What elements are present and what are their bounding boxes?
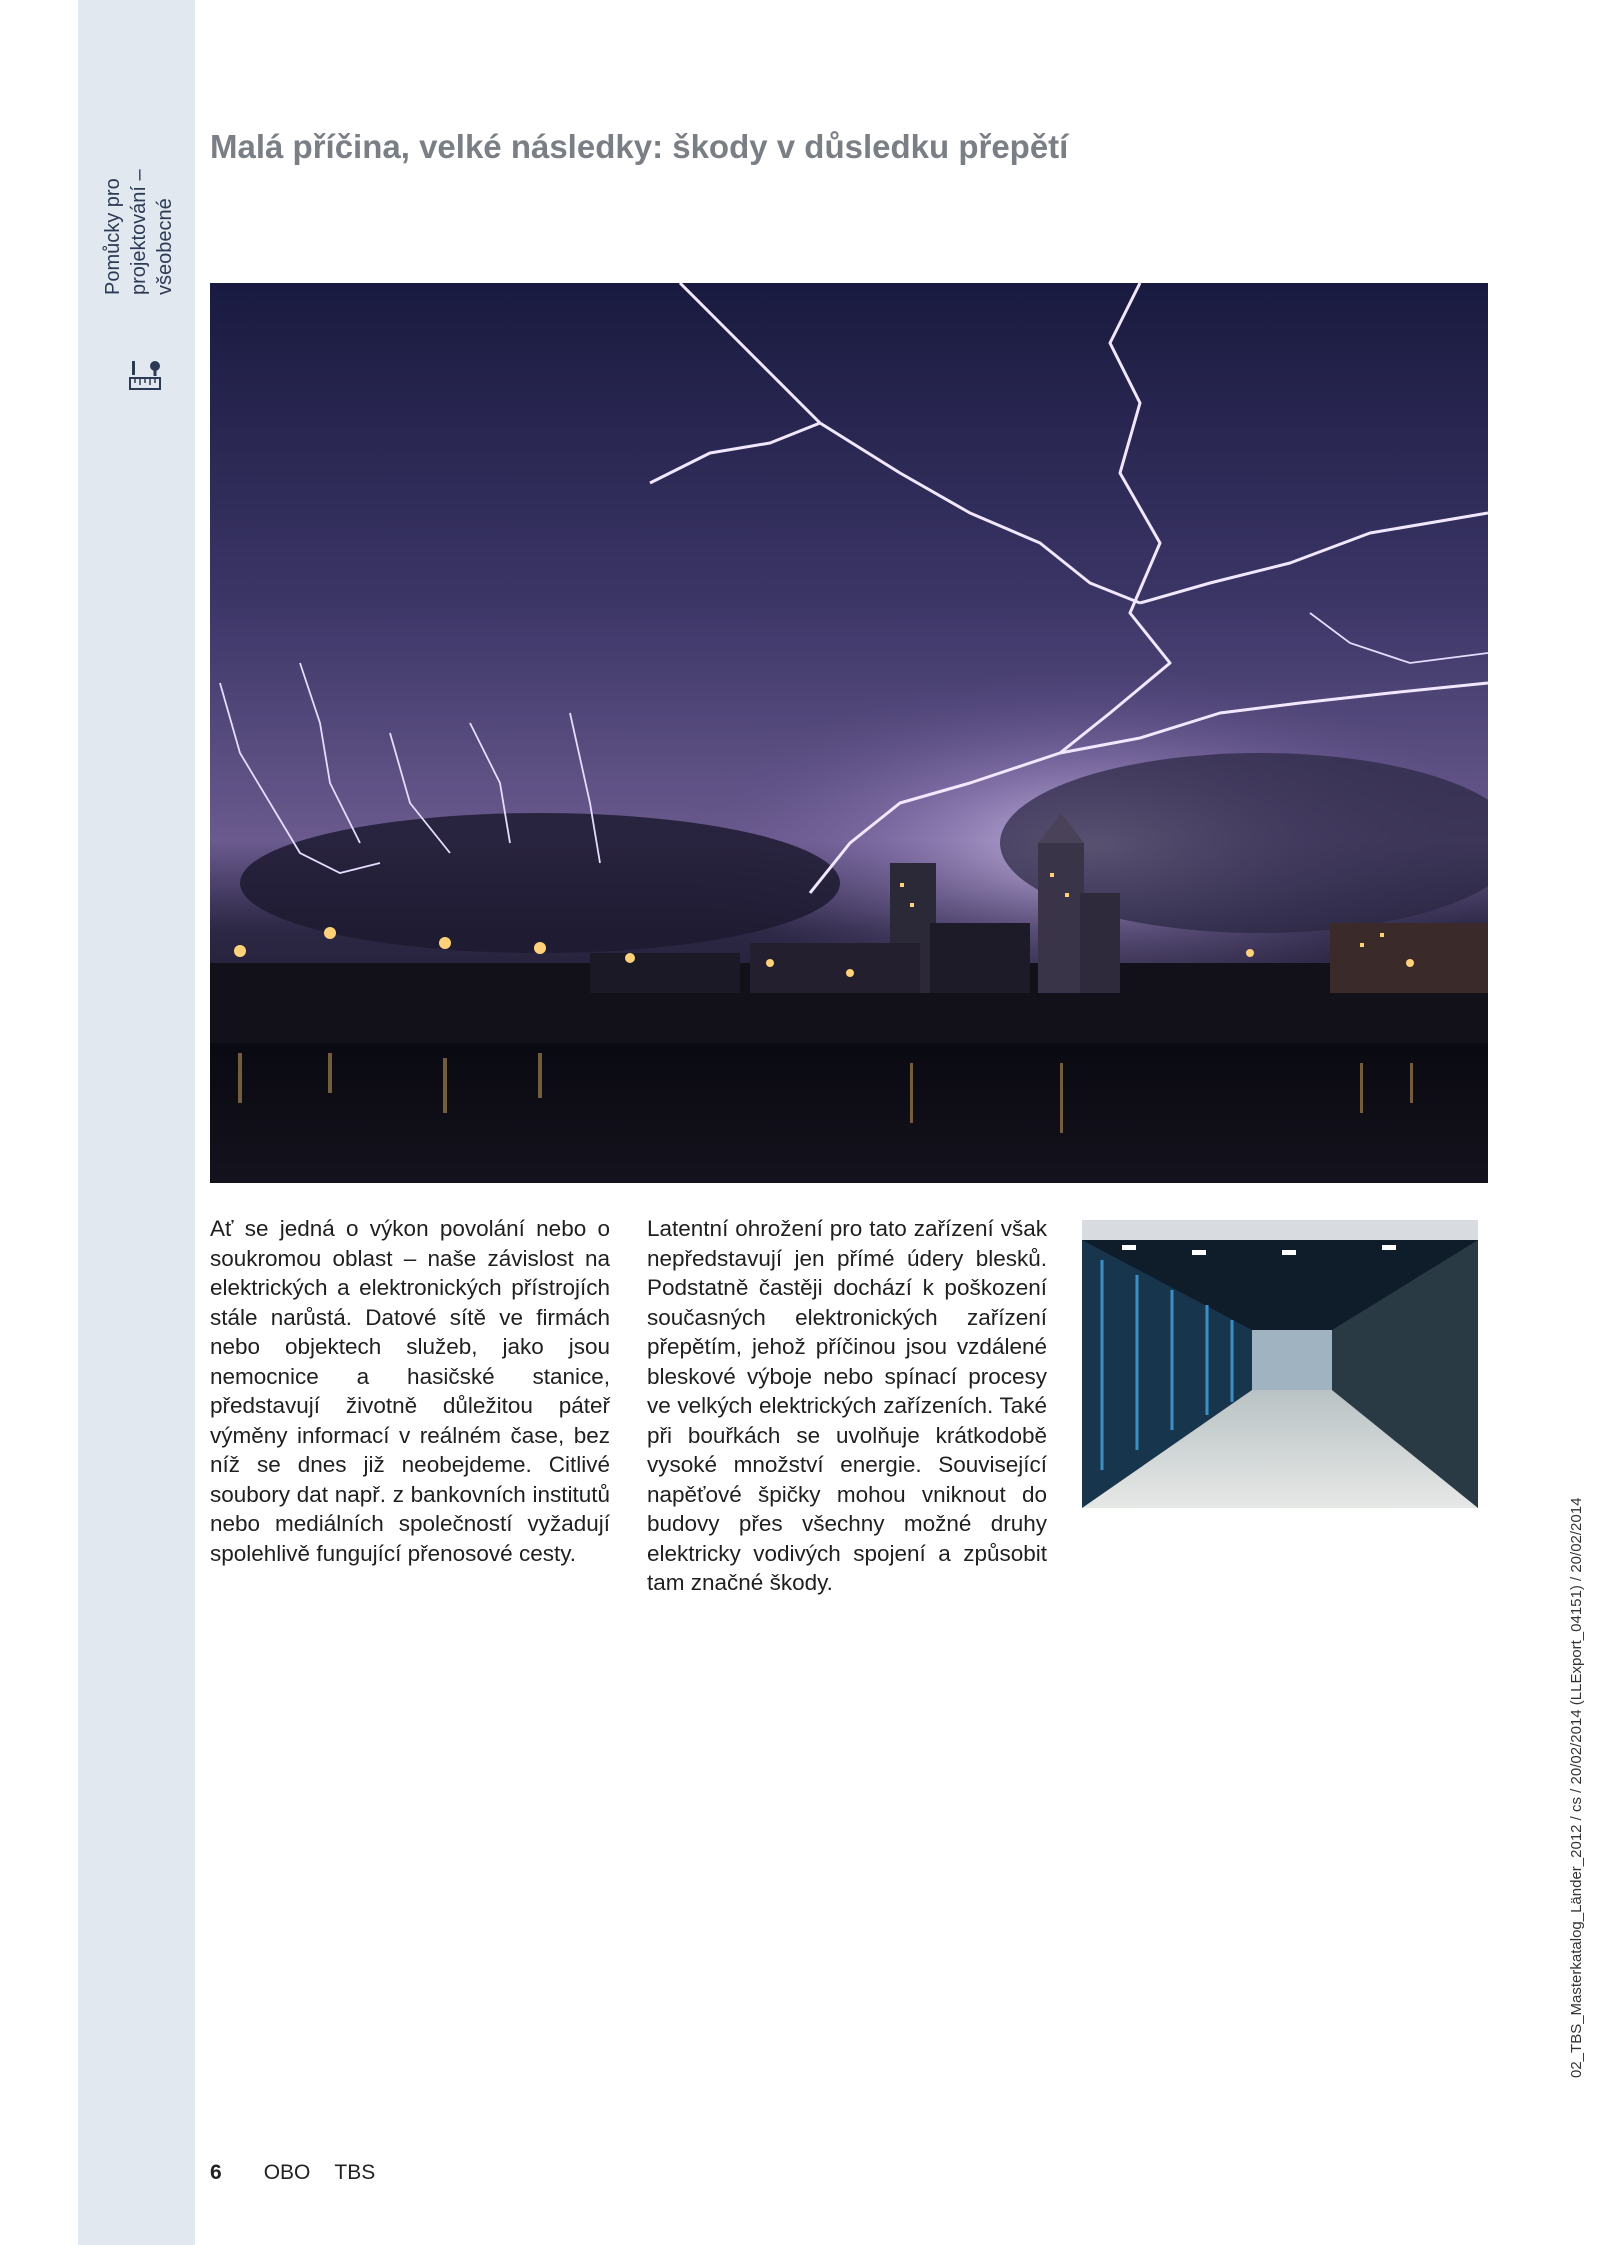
- sidebar-label-line-1: Pomůcky pro: [102, 178, 124, 295]
- sidebar-label-line-2: projektování –: [128, 169, 150, 295]
- page-title: Malá příčina, velké následky: škody v důsledku přepětí: [210, 128, 1069, 165]
- data-center-server-room-photo: [1082, 1220, 1478, 1508]
- sidebar-section-label: [100, 135, 178, 295]
- page-number: 6: [210, 2161, 222, 2184]
- sidebar-strip: [78, 0, 195, 2245]
- body-text-column-2: Latentní ohrožení pro tato zařízení však nepředstavují jen přímé údery blesků. Podstatně častěji dochází k poškození současných elektronických zařízení přepětím, jehož příčinou jsou vzdálené bleskové výboje nebo spínací procesy ve velkých elektrických zařízeních. Také při bouřkách se uvolňuje krátkodobě vysoké množství energie. Související napěťové špičky mohou vniknout do budovy přes všechny možné druhy elektricky vodivých spojení a způsobit tam značné škody.: [647, 1216, 1047, 1595]
- lightning-storm-city-skyline-photo: [210, 283, 1488, 1183]
- body-text-column-1: Ať se jedná o výkon povolání nebo o soukromou oblast – naše závislost na elektrických a elektronických přístrojích stále narůstá. Datové sítě ve firmách nebo objektech služeb, jako jsou nemocnice a hasičské stanice, představují životně důležitou páteř výměny informací v reálném čase, bez níž se dnes již neobejdeme. Citlivé soubory dat např. z bankovních institutů nebo mediálních společností vyžadují spolehlivě fungující přenosové cesty.: [210, 1216, 610, 1566]
- footer-product: TBS: [334, 2161, 376, 2184]
- sidebar-label-line-3: všeobecné: [154, 198, 176, 295]
- footer-brand: OBO: [263, 2161, 311, 2184]
- tools-ruler-icon: [128, 358, 162, 392]
- page-footer: [210, 2161, 375, 2185]
- print-metadata: 02_TBS_Masterkatalog_Länder_2012 / cs / 20/02/2014 (LLExport_04151) / 20/02/2014: [1568, 1497, 1585, 2078]
